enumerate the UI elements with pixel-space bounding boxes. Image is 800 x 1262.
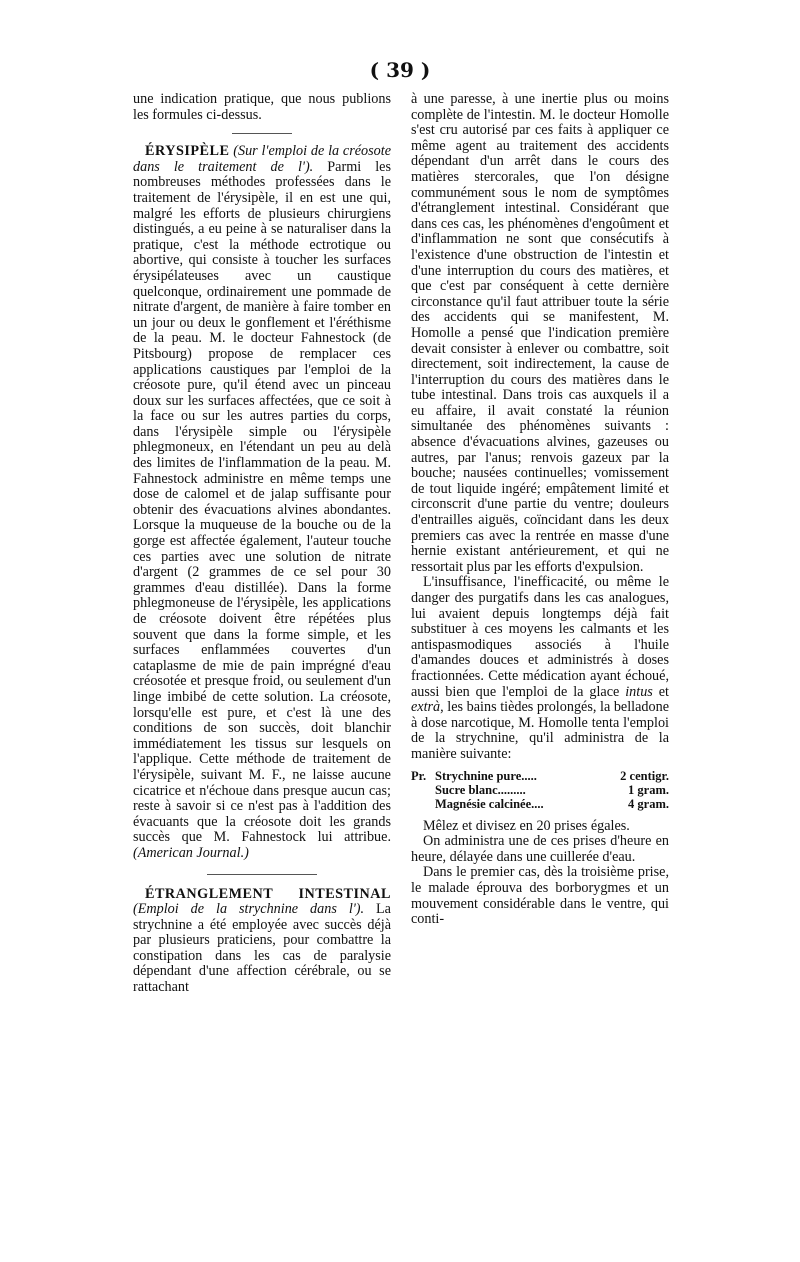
etranglement-article	[133, 887, 391, 996]
etranglement-subtitle: (Emploi de la strychnine dans l').	[133, 901, 365, 918]
prescription-lead	[411, 797, 435, 811]
latin-term-extra: extrà	[411, 699, 441, 716]
prescription-quantity: 4 gram.	[628, 796, 669, 811]
left-column	[133, 92, 391, 996]
prescription-ingredient: Strychnine pure.....	[435, 768, 537, 783]
prescription-row	[411, 797, 669, 811]
erysipele-article	[133, 144, 391, 861]
prescription-lead	[411, 783, 435, 797]
paragraph: On administra une de ces prises d'heure en heure, délayée dans une cuillerée d'eau.	[411, 833, 669, 865]
etranglement-body: La strychnine a été employée avec succès déjà par plusieurs praticiens, pour combattre la constipation dans les cas de paralysie dépendant d'une affection cérébrale, ou se rattachant	[133, 901, 391, 996]
erysipele-subtitle: (Sur l'emploi de la créosote dans le traitement de l').	[133, 143, 391, 175]
prescription-row	[411, 783, 669, 797]
prescription-ingredient: Sucre blanc.........	[435, 782, 526, 797]
paragraph: Mêlez et divisez en 20 prises égales.	[423, 817, 630, 834]
prescription-quantity: 2 centigr.	[620, 768, 669, 783]
erysipele-heading: ÉRYSIPÈLE	[145, 143, 230, 160]
section-divider	[232, 133, 292, 134]
paragraph-text: , les bains tièdes prolongés, la belladone à dose narcotique, M. Homolle tenta l'emploi de la strychnine, qu'il administra de la manière suivante:	[411, 699, 669, 762]
etranglement-heading: ÉTRANGLEMENT INTESTINAL	[145, 885, 391, 902]
prescription-lead: Pr.	[411, 768, 427, 783]
paragraph: Dans le premier cas, dès la troisième prise, le malade éprouva des borborygmes et un mouvement considérable dans le ventre, qui conti-	[411, 864, 669, 928]
paragraph-continuation: une indication pratique, que nous publions les formules ci-dessus.	[133, 91, 391, 123]
erysipele-body: Parmi les nombreuses méthodes professées dans le traitement de l'érysipèle, il en est une qui, malgré les efforts de plusieurs chirurgiens distingués, a eu peine à se naturaliser dans la pratique, c'est la méthode ectrotique ou abortive, qui consiste à toucher les surfaces érysipélateuses avec un caustique quelconque, ordinairement une pommade de nitrate d'argent, de manière à faire tomber en un jour ou deux le gonflement et l'éréthisme de la peau. M. le docteur Fahnestock (de Pitsbourg) propose de remplacer ces applications caustiques par l'emploi de la créosote pure, qu'il étend avec un pinceau doux sur les surfaces affectées, que ce soit à la face ou sur les autres parties du corps, dans l'érysipèle simple ou l'érysipèle phlegmoneux, en l'étendant un peu au delà des limites de l'inflammation de la peau. M. Fahnestock administre en même temps une dose de calomel et de jalap suffisante pour obtenir des évacuations alvines abondantes. Lorsque la muqueuse de la bouche ou de la gorge est affectée également, l'auteur touche ces parties avec une solution de nitrate d'argent (2 grammes de ce sel pour 30 grammes d'eau distillée). Dans la forme phlegmoneuse de l'érysipèle, les applications de créosote doivent être répétées plus souvent que dans la forme simple, et les surfaces enflammées couvertes d'un cataplasme de mie de pain imprégné d'eau créosotée et presque froid, ou seulement d'un linge imbibé de cette solution. La créosote, lorsqu'elle est pure, et c'est là une des conditions de son succès, doit blanchir immédiatement les tissus sur lesquels on l'applique. Cette méthode de traitement de l'érysipèle, suivant M. F., ne laisse aucune cicatrice et n'échoue dans presque aucun cas; reste à savoir si ce n'est pas à l'addition des évacuants que la créosote doit les grands succès que M. Fahnestock lui attribue.	[133, 158, 391, 846]
prescription	[411, 769, 669, 811]
paragraph-continuation: à une paresse, à une inertie plus ou moins complète de l'intestin. M. le docteur Homolle s'est cru autorisé par ces faits à appliquer ce même agent au traitement des accidents dépendant d'un arrêt dans le cours des matières stercorales, que l'on désigne communément sous le nom de symptômes d'étranglement intestinal. Considérant que dans ces cas, les phénomènes d'engoûment et d'inflammation ne sont que consécutifs à l'existence d'une obstruction de l'intestin et d'une interruption du cours des matières, et que c'est par conséquent à cette dernière circonstance qu'il faut attribuer toute la série des accidents qui se manifestent, M. Homolle a pensé que l'indication première devait consister à enlever ou combattre, soit directement, soit indirectement, la cause de l'interruption du cours des matières dans le tube intestinal. Dans trois cas auxquels il a eu affaire, il avait constaté la réunion simultanée des phénomènes suivants : absence d'évacuations alvines, gazeuses ou autres, par l'anus; renvois gazeux par la bouche; nausées continuelles; vomissement de tout liquide ingéré; empâtement limité et circonscrit d'une partie du ventre; douleurs d'entrailles aiguës, coïncidant dans les deux premiers cas avec la rentrée en masse d'une hernie existant antérieurement, et qui ne ressortait plus par les efforts d'expulsion.	[411, 91, 669, 575]
erysipele-source: (American Journal.)	[133, 844, 249, 861]
latin-term-intus: intus	[625, 683, 653, 700]
paragraph	[411, 575, 669, 762]
prescription-ingredient: Magnésie calcinée....	[435, 796, 544, 811]
page-number: ( 39 )	[369, 58, 431, 82]
prescription-quantity: 1 gram.	[628, 782, 669, 797]
right-column	[411, 92, 669, 928]
paragraph-text: et	[652, 683, 669, 700]
paragraph-text: L'insuffisance, l'inefficacité, ou même le danger des purgatifs dans les cas analogues, lui avaient depuis longtemps déjà fait substituer à ces moyens les calmants et les antispasmodiques associés à l'huile d'amandes douces et administrés à doses fractionnées. Cette médication ayant échoué, aussi bien que l'emploi de la glace	[411, 574, 669, 700]
prescription-row	[411, 769, 669, 783]
section-divider	[207, 874, 317, 875]
